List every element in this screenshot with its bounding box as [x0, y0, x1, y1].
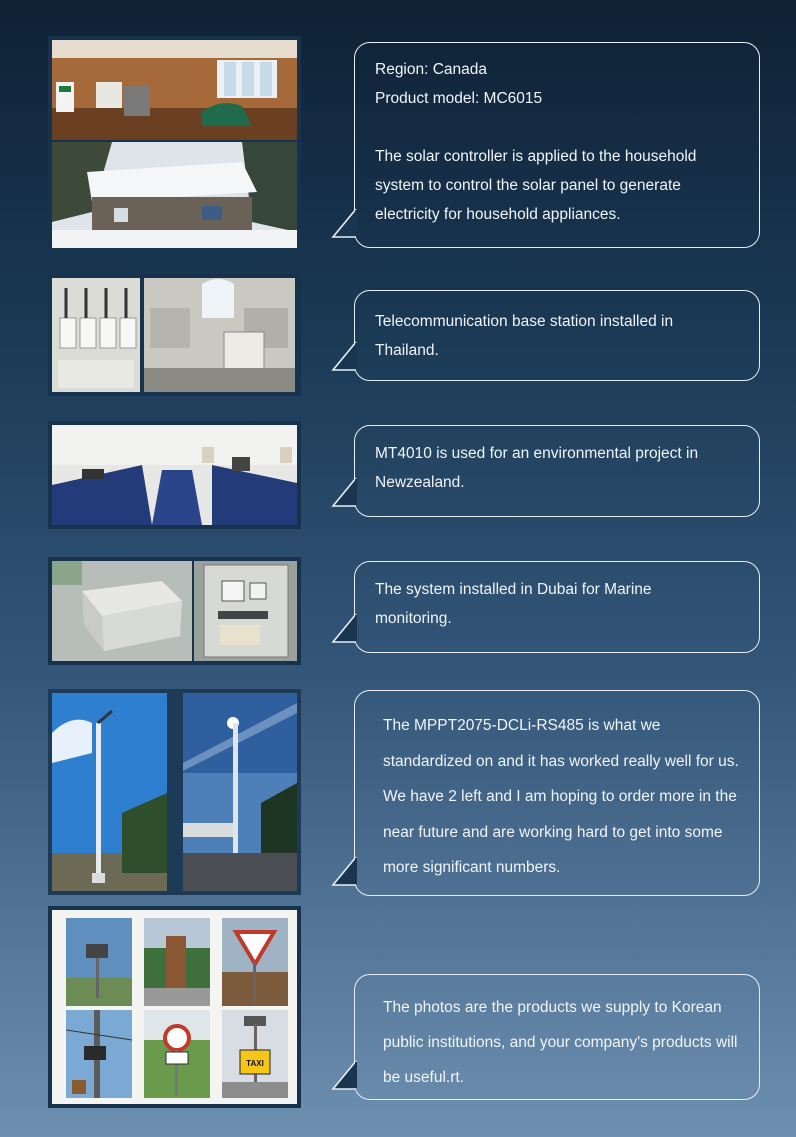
canada-snowy-house-photo: [52, 142, 297, 248]
thailand-station-room-photo: [144, 278, 295, 392]
product-model-line: Product model: MC6015: [375, 90, 543, 107]
dubai-enclosure-closed-photo: [52, 561, 192, 661]
caption-text-dubai: The system installed in Dubai for Marine monitoring.: [375, 581, 652, 627]
caption-bubble-streetlights: [354, 690, 760, 896]
streetlight-dusk-photo: [183, 693, 297, 891]
photo-card-canada: [48, 36, 301, 250]
caption-bubble-thailand: [354, 290, 760, 381]
newzealand-battery-container-photo: [52, 425, 297, 525]
photo-card-korea: [48, 906, 301, 1108]
dubai-enclosure-open-photo: [194, 561, 297, 661]
korea-wooden-sign-photo: [144, 918, 210, 1006]
caption-bubble-korea: [354, 974, 760, 1100]
streetlight-day-photo: [52, 693, 167, 891]
canada-interior-photo: [52, 40, 297, 140]
taxi-sign-text: TAXI: [246, 1059, 264, 1068]
caption-bubble-dubai: [354, 561, 760, 653]
photo-card-dubai: [48, 557, 301, 665]
korea-utility-pole-photo: [66, 1010, 132, 1098]
korea-monitoring-station-photo: [66, 918, 132, 1006]
thailand-controllers-photo: [52, 278, 140, 392]
korea-taxi-sign-photo: [222, 1010, 288, 1098]
photo-card-thailand: [48, 274, 301, 396]
korea-speed-sign-photo: [144, 1010, 210, 1098]
caption-text-newzealand: MT4010 is used for an environmental project in Newzealand.: [375, 445, 699, 491]
region-line: Region: Canada: [375, 61, 488, 78]
caption-text-streetlights: The MPPT2075-DCLi-RS485 is what we standardized on and it has worked really well for us. We have 2 left and I am hoping to order more in the near future and are working hard to get into some more significant numbers.: [383, 717, 739, 876]
caption-bubble-newzealand: [354, 425, 760, 517]
photo-card-streetlights: [48, 689, 301, 895]
caption-text-canada: The solar controller is applied to the household system to control the solar panel to generate electricity for household appliances.: [375, 148, 697, 223]
photo-card-newzealand: [48, 421, 301, 529]
korea-yield-sign-photo: [222, 918, 288, 1006]
caption-bubble-canada: [354, 42, 760, 248]
caption-text-korea: The photos are the products we supply to Korean public institutions, and your company's products will be useful.rt.: [383, 999, 738, 1086]
caption-text-thailand: Telecommunication base station installed in Thailand.: [375, 313, 674, 359]
